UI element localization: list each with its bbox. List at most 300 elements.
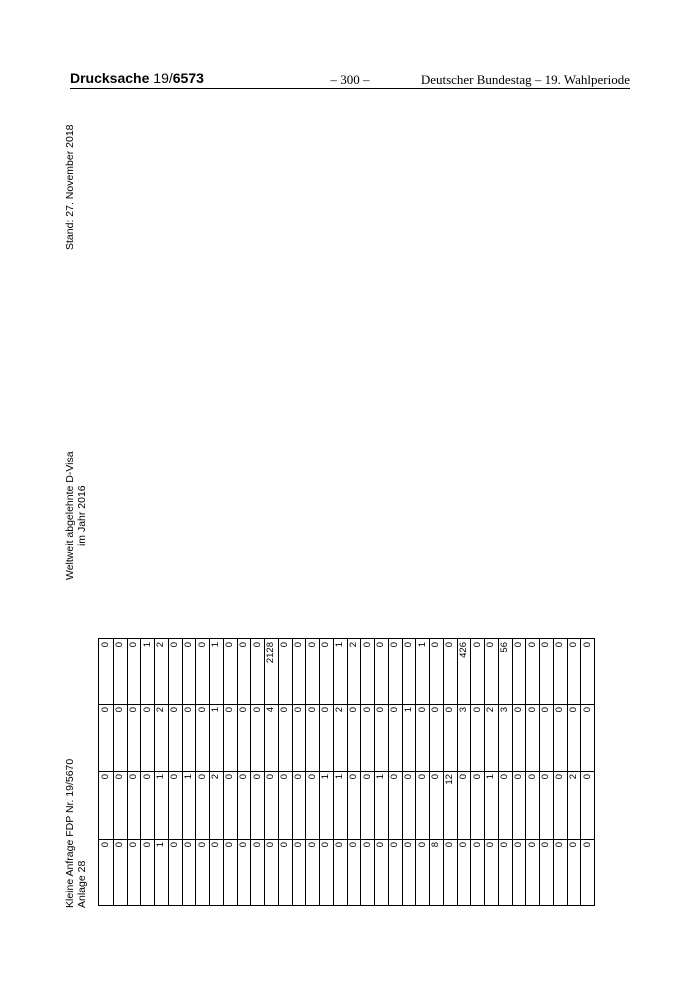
table-cell xyxy=(142,705,154,745)
table-cell xyxy=(265,772,277,812)
cell-value: 0 xyxy=(114,707,126,713)
table-cell xyxy=(430,840,442,880)
cell-value: 0 xyxy=(526,842,538,848)
table-cell xyxy=(389,840,401,880)
cell-value: 0 xyxy=(224,842,236,848)
table-cell xyxy=(307,772,319,812)
table-cell xyxy=(417,840,429,880)
cell-value: 2 xyxy=(347,642,359,648)
cell-value: 0 xyxy=(457,842,469,848)
cell-value: 0 xyxy=(127,774,139,780)
cell-value: 0 xyxy=(361,774,373,780)
table-cell xyxy=(582,772,594,812)
cell-value: 0 xyxy=(526,774,538,780)
table-cell xyxy=(279,705,291,745)
cell-value: 0 xyxy=(292,774,304,780)
table-cell xyxy=(375,640,387,680)
table-cell xyxy=(224,840,236,880)
cell-value: 0 xyxy=(114,774,126,780)
cell-value: 0 xyxy=(251,642,263,648)
table-cell xyxy=(472,840,484,880)
cell-value: 0 xyxy=(499,774,511,780)
cell-value: 0 xyxy=(347,842,359,848)
cell-value: 0 xyxy=(279,642,291,648)
cell-value: 1 xyxy=(141,642,153,648)
table-cell xyxy=(100,772,112,812)
cell-value: 0 xyxy=(361,707,373,713)
drucksache-word: Drucksache xyxy=(70,70,150,86)
table-cell xyxy=(458,640,470,680)
cell-value: 0 xyxy=(389,707,401,713)
cell-value: 0 xyxy=(471,707,483,713)
table-cell xyxy=(430,772,442,812)
cell-value: 0 xyxy=(279,707,291,713)
cell-value: 3 xyxy=(499,707,511,713)
cell-value: 0 xyxy=(320,842,332,848)
table-cell xyxy=(265,840,277,880)
cell-value: 0 xyxy=(540,774,552,780)
cell-value: 0 xyxy=(554,642,566,648)
cell-value: 0 xyxy=(237,842,249,848)
cell-value: 1 xyxy=(182,774,194,780)
cell-value: 0 xyxy=(485,842,497,848)
table-cell xyxy=(513,705,525,745)
table-cell xyxy=(155,640,167,680)
table-cell xyxy=(320,840,332,880)
table-cell xyxy=(224,772,236,812)
table-cell xyxy=(210,705,222,745)
cell-value: 2 xyxy=(210,774,222,780)
table-cell xyxy=(499,705,511,745)
cell-value: 0 xyxy=(279,774,291,780)
table-cell xyxy=(417,705,429,745)
cell-value: 1 xyxy=(334,774,346,780)
cell-value: 0 xyxy=(237,774,249,780)
table-cell xyxy=(265,640,277,680)
table-cell xyxy=(252,772,264,812)
table-cell xyxy=(183,640,195,680)
table-cell xyxy=(458,772,470,812)
anfrage-label xyxy=(64,759,88,908)
table-cell xyxy=(197,705,209,745)
table-cell xyxy=(238,640,250,680)
table-cell xyxy=(403,840,415,880)
cell-value: 0 xyxy=(512,642,524,648)
cell-value: 1 xyxy=(155,774,167,780)
table-cell xyxy=(362,840,374,880)
table-cell xyxy=(142,772,154,812)
table-cell xyxy=(485,640,497,680)
table-cell xyxy=(197,772,209,812)
table-cell xyxy=(472,772,484,812)
cell-value: 0 xyxy=(444,642,456,648)
data-table xyxy=(98,638,595,906)
cell-value: 12 xyxy=(444,774,456,785)
table-cell xyxy=(568,705,580,745)
cell-value: 0 xyxy=(265,842,277,848)
page-number: – 300 – xyxy=(330,72,370,87)
drucksache-label xyxy=(70,70,204,86)
table-cell xyxy=(169,705,181,745)
cell-value: 0 xyxy=(512,774,524,780)
cell-value: 0 xyxy=(292,842,304,848)
cell-value: 0 xyxy=(430,707,442,713)
cell-value: 0 xyxy=(237,707,249,713)
cell-value: 0 xyxy=(100,707,112,713)
cell-value: 8 xyxy=(430,842,442,848)
cell-value: 1 xyxy=(416,642,428,648)
cell-value: 0 xyxy=(526,642,538,648)
cell-value: 0 xyxy=(182,707,194,713)
table-cell xyxy=(444,772,456,812)
page-header xyxy=(0,0,700,100)
table-cell xyxy=(389,772,401,812)
table-cell xyxy=(513,772,525,812)
table-cell xyxy=(224,705,236,745)
table-cell xyxy=(169,640,181,680)
table-cell xyxy=(210,840,222,880)
table-cell xyxy=(362,640,374,680)
table-cell xyxy=(224,640,236,680)
cell-value: 0 xyxy=(169,842,181,848)
table-cell xyxy=(527,840,539,880)
cell-value: 0 xyxy=(444,842,456,848)
table-cell xyxy=(417,772,429,812)
document-title xyxy=(64,451,88,580)
cell-value: 1 xyxy=(210,707,222,713)
table-cell xyxy=(458,705,470,745)
cell-value: 1 xyxy=(334,642,346,648)
table-cell xyxy=(527,705,539,745)
cell-value: 0 xyxy=(540,842,552,848)
institution-label: Deutscher Bundestag – 19. Wahlperiode xyxy=(420,72,630,87)
table-cell xyxy=(293,772,305,812)
cell-value: 0 xyxy=(237,642,249,648)
cell-value: 1 xyxy=(485,774,497,780)
table-cell xyxy=(499,772,511,812)
table-cell xyxy=(348,640,360,680)
cell-value: 1 xyxy=(375,774,387,780)
table-cell xyxy=(155,705,167,745)
cell-value: 0 xyxy=(375,842,387,848)
cell-value: 0 xyxy=(196,842,208,848)
table-cell xyxy=(128,705,140,745)
table-cell xyxy=(334,840,346,880)
table-cell xyxy=(307,705,319,745)
table-cell xyxy=(485,772,497,812)
table-cell xyxy=(362,772,374,812)
table-cell xyxy=(375,705,387,745)
cell-value: 0 xyxy=(169,774,181,780)
table-cell xyxy=(100,840,112,880)
cell-value: 0 xyxy=(567,842,579,848)
cell-value: 0 xyxy=(224,774,236,780)
table-cell xyxy=(513,640,525,680)
cell-value: 0 xyxy=(210,842,222,848)
table-cell xyxy=(183,840,195,880)
table-cell xyxy=(183,772,195,812)
table-cell xyxy=(554,705,566,745)
cell-value: 56 xyxy=(499,642,511,653)
drucksache-number xyxy=(153,70,204,86)
cell-value: 0 xyxy=(567,707,579,713)
table-cell xyxy=(485,840,497,880)
table-cell xyxy=(320,772,332,812)
table-cell xyxy=(238,840,250,880)
cell-value: 0 xyxy=(471,774,483,780)
cell-value: 0 xyxy=(389,774,401,780)
cell-value: 0 xyxy=(279,842,291,848)
cell-value: 0 xyxy=(141,774,153,780)
table-cell xyxy=(334,772,346,812)
cell-value: 0 xyxy=(581,707,593,713)
table-cell xyxy=(183,705,195,745)
table-cell xyxy=(114,640,126,680)
table-cell xyxy=(169,840,181,880)
cell-value: 0 xyxy=(114,842,126,848)
table-cell xyxy=(128,840,140,880)
cell-value: 0 xyxy=(196,707,208,713)
drucksache-number-bold: 6573 xyxy=(172,70,204,86)
cell-value: 0 xyxy=(251,842,263,848)
cell-value: 0 xyxy=(127,842,139,848)
table-cell xyxy=(197,640,209,680)
cell-value: 0 xyxy=(141,707,153,713)
cell-value: 0 xyxy=(444,707,456,713)
cell-value: 0 xyxy=(581,774,593,780)
table-cell xyxy=(252,640,264,680)
table-cell xyxy=(320,640,332,680)
title-line-1: Weltweit abgelehnte D-Visa xyxy=(64,451,76,580)
cell-value: 0 xyxy=(347,707,359,713)
table-cell xyxy=(142,640,154,680)
cell-value: 0 xyxy=(306,842,318,848)
cell-value: 0 xyxy=(361,642,373,648)
cell-value: 0 xyxy=(416,774,428,780)
cell-value: 0 xyxy=(430,774,442,780)
cell-value: 0 xyxy=(320,642,332,648)
table-cell xyxy=(265,705,277,745)
table-cell xyxy=(527,772,539,812)
cell-value: 0 xyxy=(389,842,401,848)
table-cell xyxy=(307,640,319,680)
table-cell xyxy=(554,772,566,812)
table-cell xyxy=(210,640,222,680)
cell-value: 1 xyxy=(155,842,167,848)
table-cell xyxy=(252,705,264,745)
table-cell xyxy=(444,640,456,680)
table-cell xyxy=(279,840,291,880)
cell-value: 0 xyxy=(540,707,552,713)
cell-value: 0 xyxy=(554,707,566,713)
table-cell xyxy=(293,705,305,745)
table-cell xyxy=(279,772,291,812)
table-cell xyxy=(334,640,346,680)
cell-value: 0 xyxy=(471,642,483,648)
cell-value: 0 xyxy=(567,642,579,648)
cell-value: 0 xyxy=(402,642,414,648)
cell-value: 0 xyxy=(265,774,277,780)
cell-value: 2 xyxy=(155,642,167,648)
table-cell xyxy=(540,772,552,812)
table-cell xyxy=(114,772,126,812)
cell-value: 2 xyxy=(485,707,497,713)
cell-value: 0 xyxy=(306,774,318,780)
cell-value: 0 xyxy=(196,642,208,648)
cell-value: 3 xyxy=(457,707,469,713)
cell-value: 0 xyxy=(540,642,552,648)
cell-value: 0 xyxy=(182,842,194,848)
cell-value: 0 xyxy=(196,774,208,780)
table-cell xyxy=(155,840,167,880)
cell-value: 2 xyxy=(334,707,346,713)
table-cell xyxy=(513,840,525,880)
table-cell xyxy=(568,840,580,880)
table-cell xyxy=(444,840,456,880)
table-cell xyxy=(128,772,140,812)
cell-value: 0 xyxy=(306,642,318,648)
cell-value: 0 xyxy=(416,707,428,713)
cell-value: 0 xyxy=(320,707,332,713)
header-rule xyxy=(70,88,630,89)
table-cell xyxy=(334,705,346,745)
cell-value: 0 xyxy=(430,642,442,648)
title-line-2: im Jahr 2016 xyxy=(76,485,88,547)
cell-value: 0 xyxy=(347,774,359,780)
cell-value: 426 xyxy=(457,642,469,658)
table-cell xyxy=(238,772,250,812)
cell-value: 4 xyxy=(265,707,277,713)
table-cell xyxy=(403,705,415,745)
table-cell xyxy=(540,640,552,680)
table-cell xyxy=(499,840,511,880)
cell-value: 0 xyxy=(141,842,153,848)
table-cell xyxy=(293,840,305,880)
table-cell xyxy=(210,772,222,812)
table-cell xyxy=(499,640,511,680)
cell-value: 0 xyxy=(457,774,469,780)
table-cell xyxy=(348,772,360,812)
table-cell xyxy=(100,640,112,680)
table-cell xyxy=(362,705,374,745)
table-cell xyxy=(458,840,470,880)
cell-value: 2128 xyxy=(265,642,277,664)
table-cell xyxy=(348,705,360,745)
cell-value: 0 xyxy=(375,642,387,648)
table-cell xyxy=(375,772,387,812)
table-cell xyxy=(568,772,580,812)
table-cell xyxy=(348,840,360,880)
table-cell xyxy=(527,640,539,680)
cell-value: 0 xyxy=(402,842,414,848)
table-cell xyxy=(100,705,112,745)
table-cell xyxy=(375,840,387,880)
table-cell xyxy=(444,705,456,745)
table-cell xyxy=(485,705,497,745)
table-cell xyxy=(582,705,594,745)
table-cell xyxy=(403,772,415,812)
table-cell xyxy=(128,640,140,680)
table-cell xyxy=(403,640,415,680)
table-cell xyxy=(114,840,126,880)
cell-value: 1 xyxy=(402,707,414,713)
cell-value: 0 xyxy=(402,774,414,780)
drucksache-prefix: 19/ xyxy=(153,70,173,86)
cell-value: 0 xyxy=(416,842,428,848)
cell-value: 0 xyxy=(512,842,524,848)
cell-value: 0 xyxy=(169,642,181,648)
cell-value: 0 xyxy=(334,842,346,848)
cell-value: 0 xyxy=(224,707,236,713)
cell-value: 0 xyxy=(127,642,139,648)
cell-value: 0 xyxy=(292,642,304,648)
stand-label: Stand: 27. November 2018 xyxy=(64,124,76,250)
table-cell xyxy=(320,705,332,745)
table-cell xyxy=(554,840,566,880)
table-cell xyxy=(430,705,442,745)
cell-value: 0 xyxy=(361,842,373,848)
table-cell xyxy=(389,640,401,680)
table-cell xyxy=(293,640,305,680)
cell-value: 0 xyxy=(127,707,139,713)
table-cell xyxy=(142,840,154,880)
cell-value: 0 xyxy=(224,642,236,648)
cell-value: 0 xyxy=(512,707,524,713)
cell-value: 0 xyxy=(182,642,194,648)
cell-value: 0 xyxy=(471,842,483,848)
cell-value: 0 xyxy=(554,842,566,848)
cell-value: 2 xyxy=(567,774,579,780)
cell-value: 1 xyxy=(320,774,332,780)
cell-value: 2 xyxy=(155,707,167,713)
table-cell xyxy=(238,705,250,745)
cell-value: 0 xyxy=(251,774,263,780)
table-cell xyxy=(568,640,580,680)
cell-value: 0 xyxy=(169,707,181,713)
table-cell xyxy=(540,705,552,745)
table-cell xyxy=(554,640,566,680)
table-cell xyxy=(389,705,401,745)
table-cell xyxy=(279,640,291,680)
cell-value: 0 xyxy=(100,642,112,648)
cell-value: 1 xyxy=(210,642,222,648)
cell-value: 0 xyxy=(499,842,511,848)
cell-value: 0 xyxy=(100,842,112,848)
cell-value: 0 xyxy=(292,707,304,713)
table-cell xyxy=(540,840,552,880)
table-cell xyxy=(197,840,209,880)
cell-value: 0 xyxy=(581,642,593,648)
cell-value: 0 xyxy=(485,642,497,648)
cell-value: 0 xyxy=(526,707,538,713)
table-cell xyxy=(114,705,126,745)
cell-value: 0 xyxy=(375,707,387,713)
cell-value: 0 xyxy=(554,774,566,780)
table-cell xyxy=(472,640,484,680)
anfrage-line-1: Kleine Anfrage FDP Nr. 19/5670 xyxy=(64,758,76,908)
table-cell xyxy=(417,640,429,680)
cell-value: 0 xyxy=(251,707,263,713)
table-cell xyxy=(582,640,594,680)
cell-value: 0 xyxy=(581,842,593,848)
table-cell xyxy=(307,840,319,880)
table-cell xyxy=(472,705,484,745)
table-cell xyxy=(252,840,264,880)
table-cell xyxy=(155,772,167,812)
cell-value: 0 xyxy=(306,707,318,713)
table-cell xyxy=(430,640,442,680)
table-cell xyxy=(582,840,594,880)
